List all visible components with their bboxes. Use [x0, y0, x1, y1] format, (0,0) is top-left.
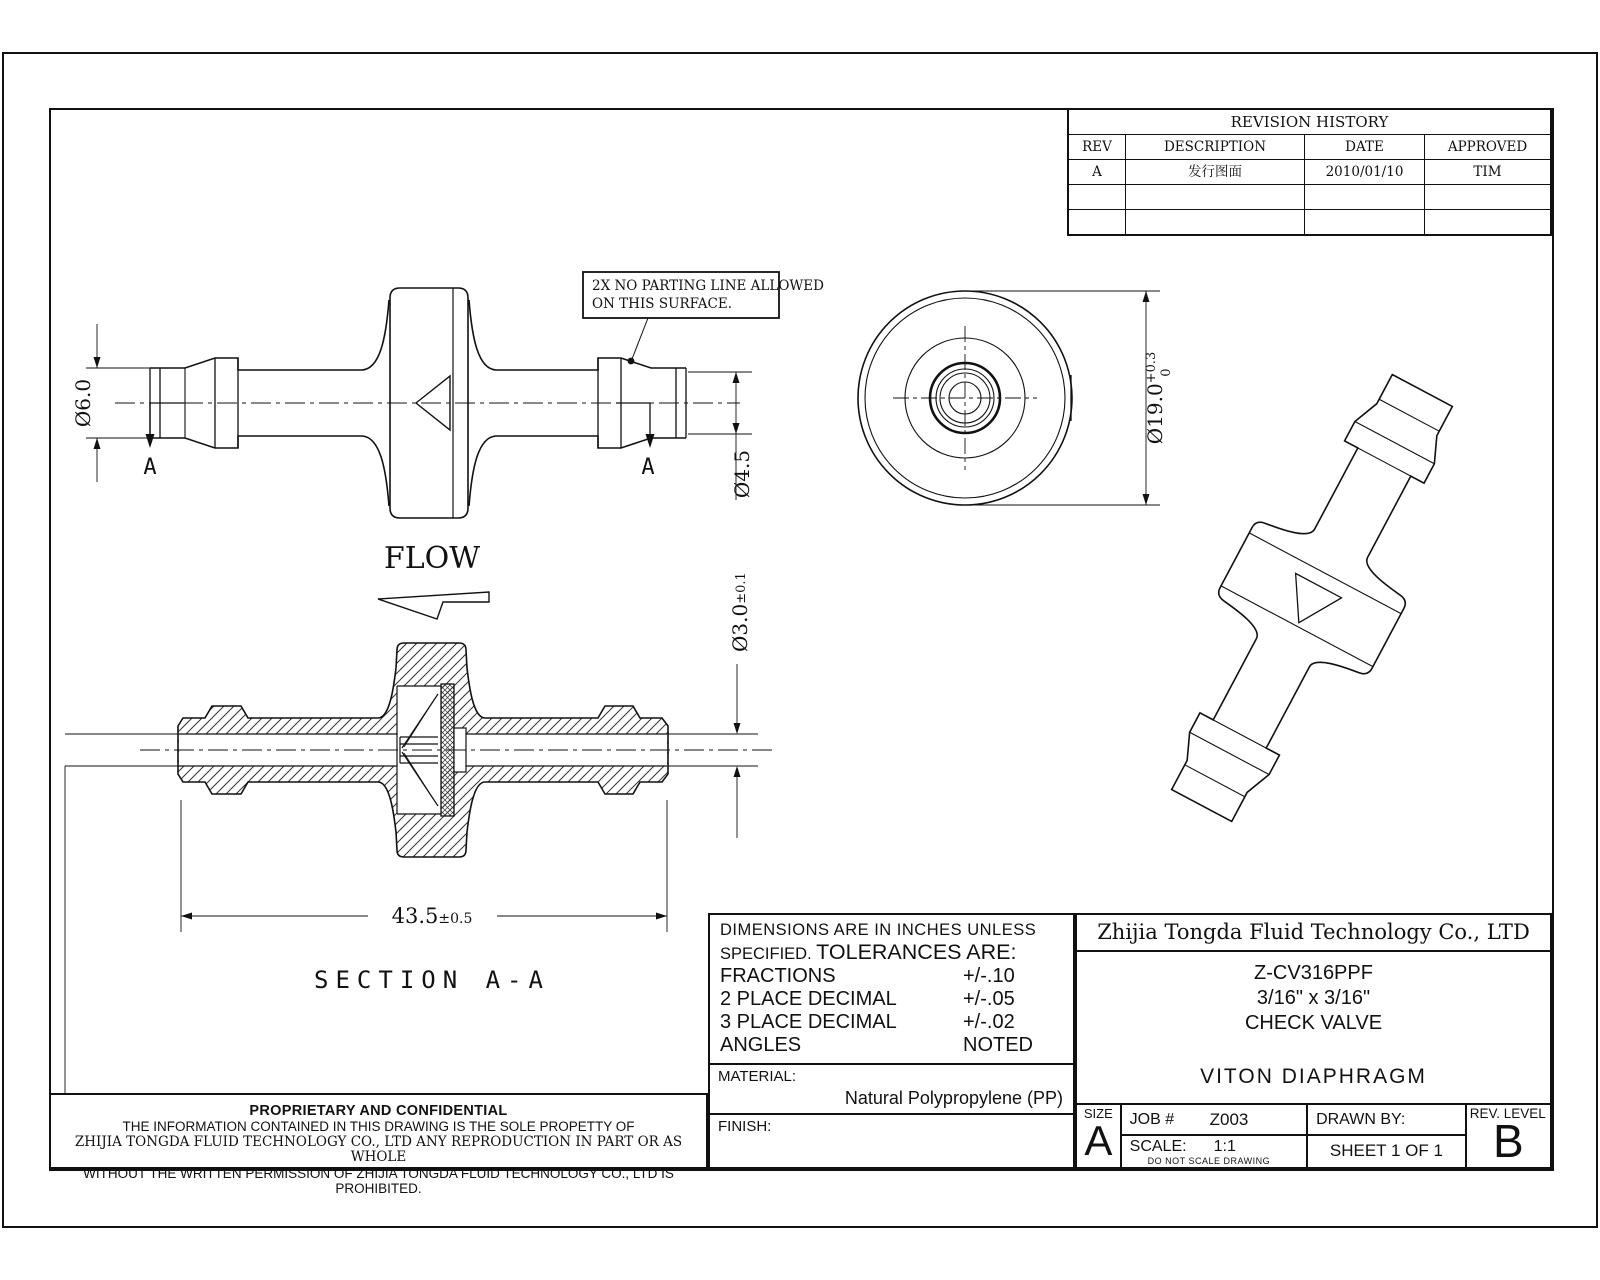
size-value: A [1084, 1117, 1113, 1164]
scale-note: DO NOT SCALE DRAWING [1147, 1156, 1271, 1166]
revision-row-cell: TIM [1425, 160, 1550, 185]
arrowhead [734, 766, 741, 777]
scale-value: 1:1 [1213, 1138, 1236, 1155]
proprietary-line: ZHIJIA TONGDA FLUID TECHNOLOGY CO., LTD ANY REPRODUCTION IN PART OR AS WHOLE [74, 1133, 683, 1165]
job-value: Z003 [1209, 1110, 1249, 1129]
scale-label: SCALE: [1129, 1138, 1187, 1155]
arrowhead [734, 723, 741, 734]
arrowhead [1143, 291, 1150, 302]
tolerance-note-line2a: SPECIFIED. [720, 945, 812, 963]
isometric-view [1126, 350, 1499, 846]
arrowhead [94, 438, 101, 449]
section-cut-markers [143, 403, 654, 480]
size-label: SIZE [1083, 1106, 1113, 1121]
proprietary-line: THE INFORMATION CONTAINED IN THIS DRAWING IS THE SOLE PROPETTY OF [122, 1119, 635, 1134]
revision-table-title: REVISION HISTORY [1069, 110, 1550, 135]
part-number: Z-CV316PPF [1254, 962, 1373, 984]
section-marker-a-right: A [641, 455, 655, 480]
proprietary-title: PROPRIETARY AND CONFIDENTIAL [249, 1103, 508, 1119]
isometric-flow-triangle [1276, 573, 1342, 634]
material-row [710, 1063, 1073, 1113]
revision-row-cell: A [1069, 160, 1126, 185]
part-info-block [1075, 952, 1552, 1105]
company-name: Zhijia Tongda Fluid Technology Co., LTD [1075, 913, 1552, 952]
tolerance-row: 3 PLACE DECIMAL +/-.02 [720, 1011, 1015, 1033]
rev-col-header: REV [1069, 135, 1126, 160]
note-leader [632, 318, 648, 359]
flow-annotation [378, 541, 489, 619]
arrowhead [181, 913, 192, 920]
drawn-by-label: DRAWN BY: [1316, 1111, 1406, 1128]
revision-row-cell [1126, 210, 1305, 234]
dim-tip-od-text: Ø4.5 [730, 449, 754, 499]
tolerance-row: FRACTIONS +/-.10 [720, 965, 1015, 987]
section-arrow [146, 434, 155, 448]
revision-row-cell [1069, 185, 1126, 210]
tolerance-note-line2b: TOLERANCES ARE: [816, 940, 1017, 964]
revision-row-cell [1305, 185, 1425, 210]
arrowhead [656, 913, 667, 920]
finish-label: FINISH: [718, 1118, 772, 1135]
dim-bore-text: Ø3.0±0.1 [728, 572, 752, 652]
section-arrow [646, 434, 655, 448]
proprietary-notice [49, 1093, 708, 1196]
note-line2: ON THIS SURFACE. [592, 296, 733, 312]
rev-level-cell [1467, 1105, 1550, 1167]
arrowhead [733, 372, 740, 383]
material-value: Natural Polypropylene (PP) [844, 1088, 1063, 1108]
revision-row-cell: 发行图面 [1126, 160, 1305, 185]
description-col-header: DESCRIPTION [1126, 135, 1305, 160]
drawn-sheet-cell [1308, 1105, 1467, 1167]
flow-arrow [378, 592, 489, 619]
front-view [858, 291, 1072, 505]
finish-row [710, 1113, 1073, 1160]
approved-col-header: APPROVED [1425, 135, 1550, 160]
date-col-header: DATE [1305, 135, 1425, 160]
tolerance-row: ANGLES NOTED [720, 1034, 1033, 1056]
title-block-bottom-row [1075, 1105, 1552, 1169]
sheet-label: SHEET 1 OF 1 [1329, 1141, 1443, 1160]
section-label: SECTION A-A [314, 966, 550, 994]
isometric-outline [1126, 350, 1499, 846]
dim-body-od-text: $Ø19.0^{+0.3}0$ [1143, 351, 1174, 445]
job-label: JOB # [1129, 1111, 1175, 1128]
revision-row-cell [1305, 210, 1425, 234]
revision-row-cell: 2010/01/10 [1305, 160, 1425, 185]
material-label: MATERIAL: [718, 1068, 797, 1085]
dim-tip-od [688, 372, 754, 500]
revision-row-cell [1425, 185, 1550, 210]
revision-history-table [1067, 108, 1552, 236]
parting-line-note [583, 272, 824, 364]
part-material: VITON DIAPHRAGM [1200, 1065, 1427, 1088]
revision-row-cell [1126, 185, 1305, 210]
arrowhead [1143, 494, 1150, 505]
note-line1: 2X NO PARTING LINE ALLOWED [592, 278, 824, 294]
dim-body-od [972, 291, 1174, 505]
dim-barb-od-text: Ø6.0 [71, 378, 95, 428]
size-cell [1077, 1105, 1122, 1167]
arrowhead [733, 423, 740, 434]
revision-row-cell [1425, 210, 1550, 234]
note-leader-dot [628, 358, 635, 365]
part-size: 3/16" x 3/16" [1256, 987, 1371, 1009]
tolerance-row: 2 PLACE DECIMAL +/-.05 [720, 988, 1015, 1010]
dim-bore [728, 572, 752, 838]
rev-level-label: REV. LEVEL [1469, 1106, 1546, 1121]
section-view [65, 643, 775, 1093]
dim-overall-length-text: 43.5±0.5 [391, 904, 473, 928]
job-scale-cell [1122, 1105, 1308, 1167]
tolerance-block [708, 913, 1075, 1169]
tolerance-note-line1: DIMENSIONS ARE IN INCHES UNLESS [720, 921, 1037, 939]
section-marker-a-left: A [143, 455, 157, 480]
part-type: CHECK VALVE [1244, 1012, 1383, 1034]
revision-row-cell [1069, 210, 1126, 234]
arrowhead [94, 357, 101, 368]
flow-label: FLOW [383, 541, 481, 576]
rev-level-value: B [1493, 1115, 1524, 1167]
proprietary-line: WITHOUT THE WRITTEN PERMISSION OF ZHIJIA TONGDA FLUID TECHNOLOGY CO., LTD IS PROHIBITED. [83, 1165, 674, 1196]
